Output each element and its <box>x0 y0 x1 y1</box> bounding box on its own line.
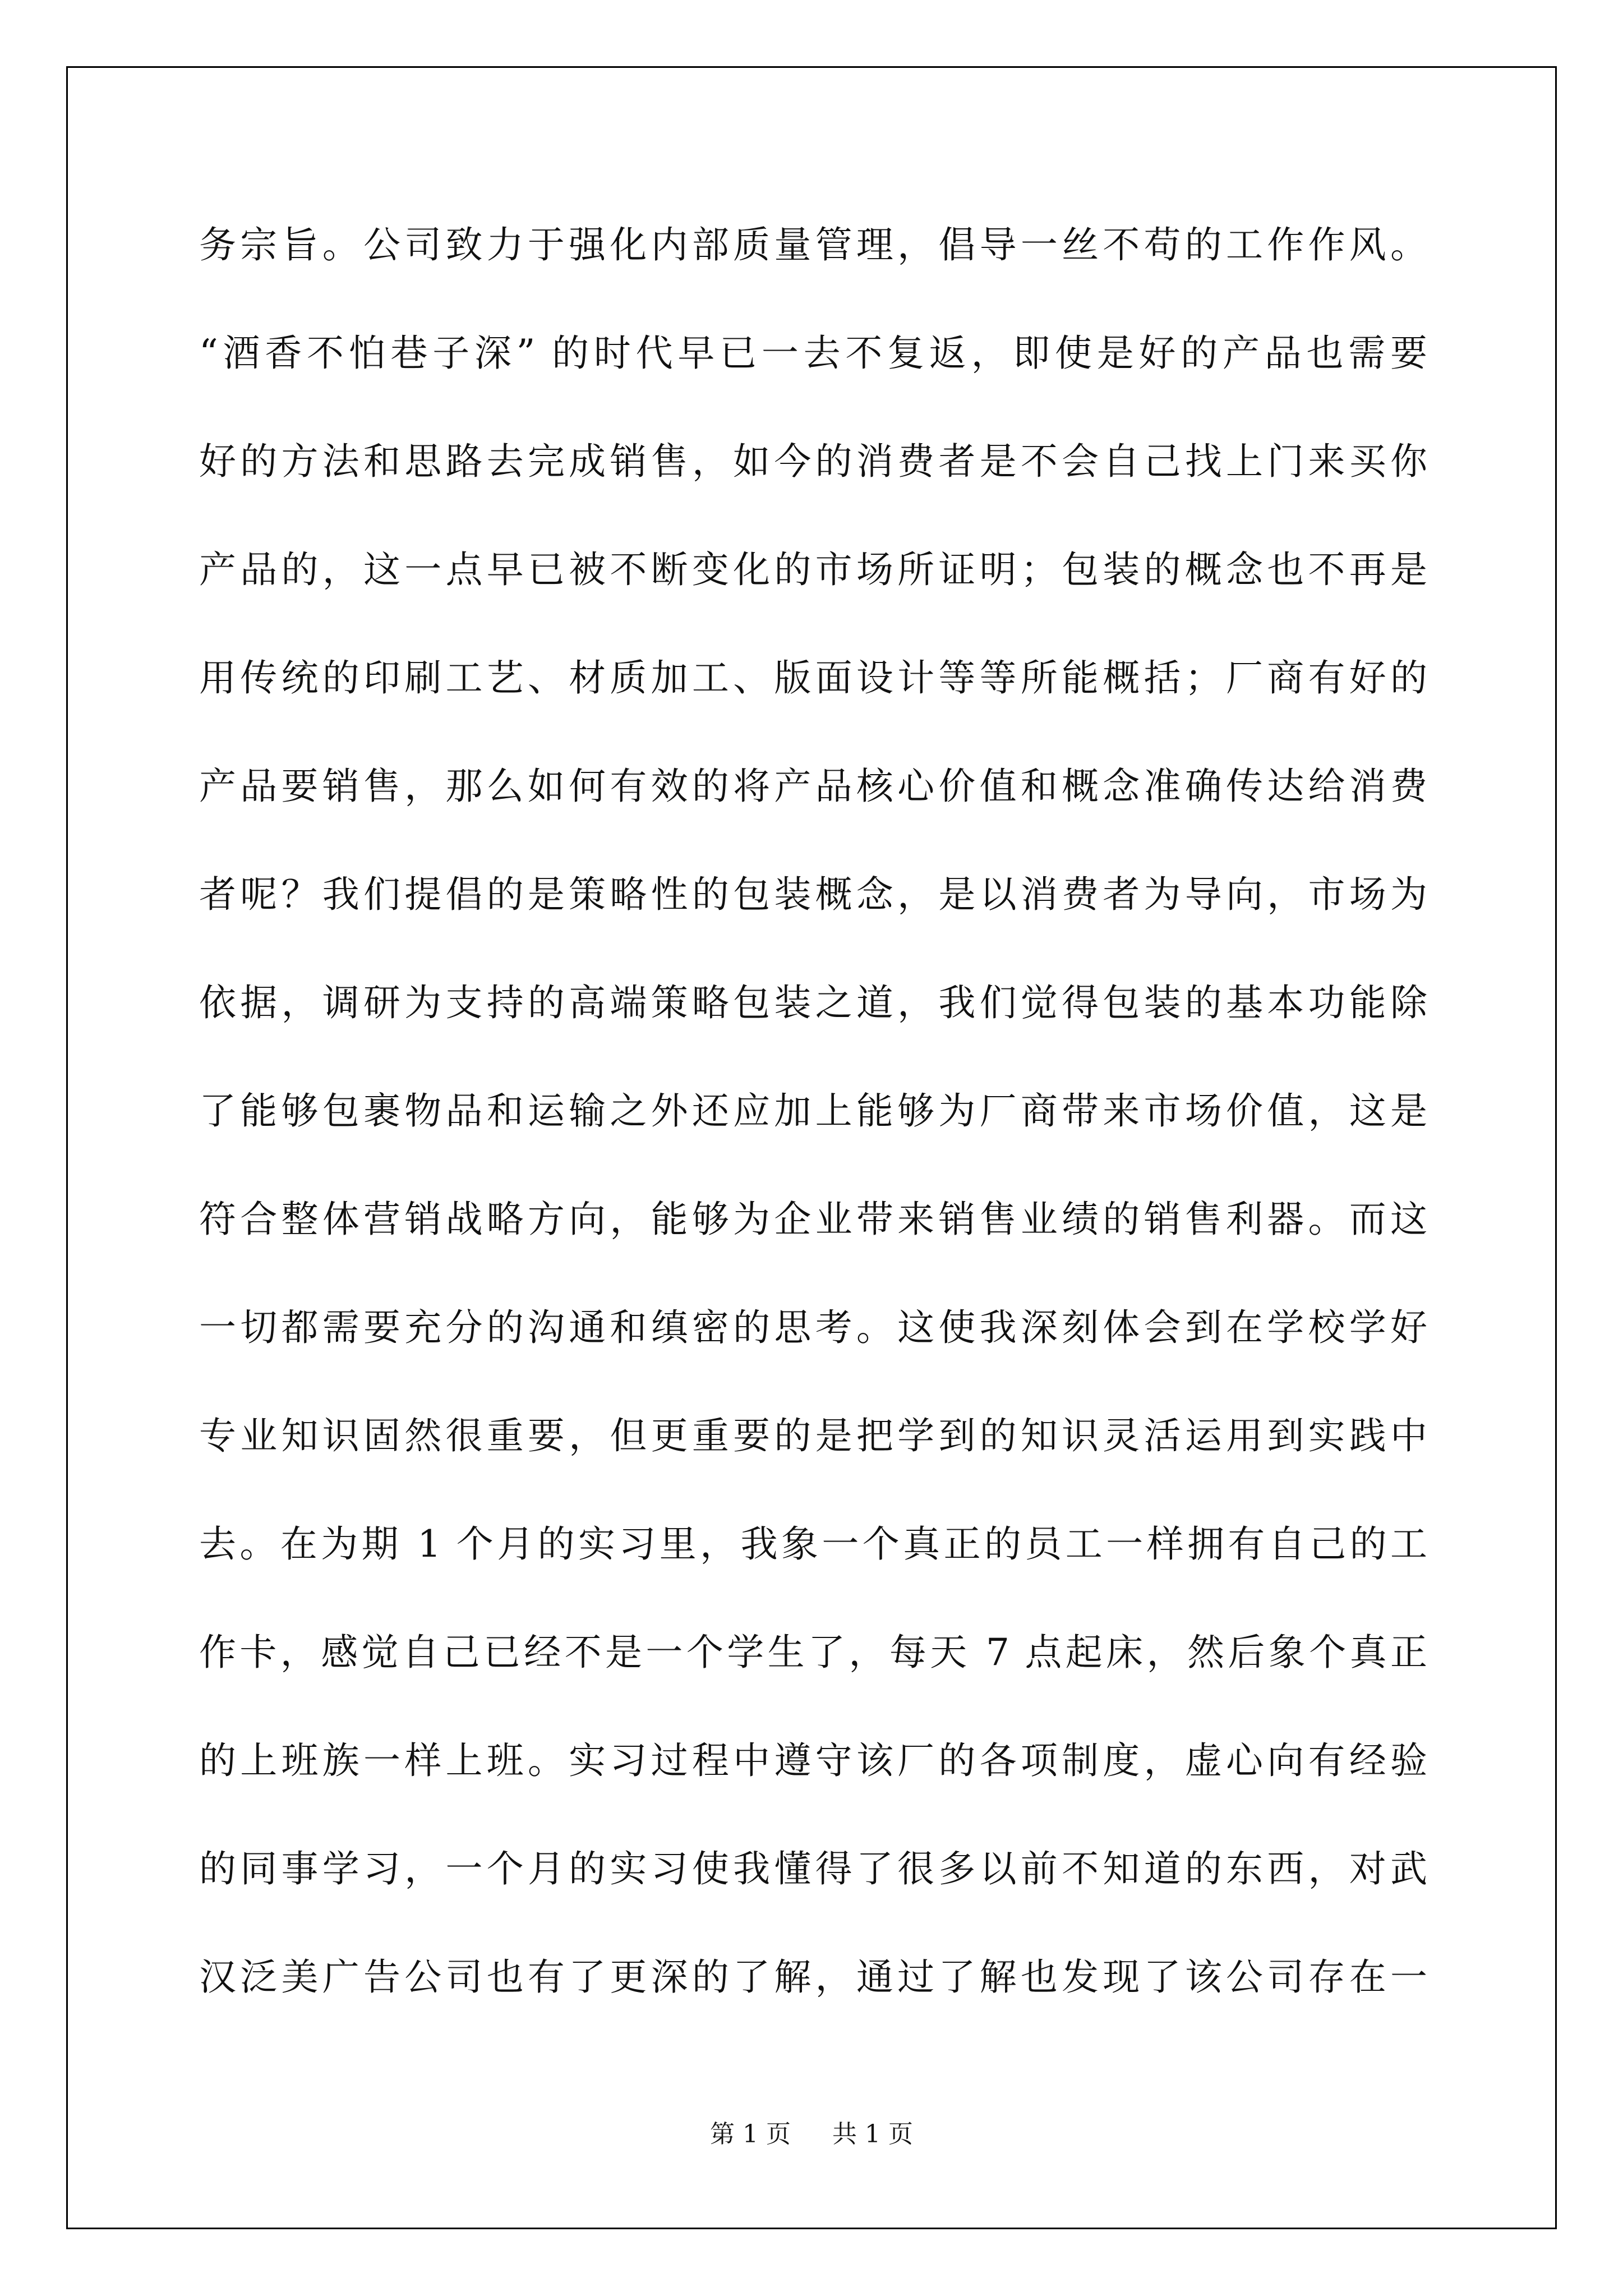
text-line: 作卡，感觉自己已经不是一个学生了，每天 7 点起床，然后象个真正 <box>199 1631 1427 1674</box>
document-body <box>199 191 1427 2031</box>
text-line: 专业知识固然很重要，但更重要的是把学到的知识灵活运用到实践中 <box>199 1414 1427 1457</box>
text-line: “酒香不怕巷子深” 的时代早已一去不复返，即使是好的产品也需要 <box>199 332 1427 375</box>
text-line: 依据，调研为支持的高端策略包装之道，我们觉得包装的基本功能除 <box>199 981 1427 1024</box>
text-line: 的同事学习，一个月的实习使我懂得了很多以前不知道的东西，对武 <box>199 1847 1427 1890</box>
page-footer <box>0 2114 1623 2150</box>
page-total: 共 1 页 <box>832 2120 913 2148</box>
text-line: 产品要销售，那么如何有效的将产品核心价值和概念准确传达给消费 <box>199 765 1427 808</box>
text-line: 产品的，这一点早已被不断变化的市场所证明；包装的概念也不再是 <box>199 548 1427 591</box>
text-line: 去。在为期 1 个月的实习里，我象一个真正的员工一样拥有自己的工 <box>199 1522 1427 1566</box>
text-line: 汉泛美广告公司也有了更深的了解，通过了解也发现了该公司存在一 <box>199 1955 1427 1999</box>
text-line: 用传统的印刷工艺、材质加工、版面设计等等所能概括；厂商有好的 <box>199 656 1427 700</box>
text-line: 好的方法和思路去完成销售，如今的消费者是不会自己找上门来买你 <box>199 440 1427 483</box>
text-line: 一切都需要充分的沟通和缜密的思考。这使我深刻体会到在学校学好 <box>199 1306 1427 1349</box>
text-line: 者呢？我们提倡的是策略性的包装概念，是以消费者为导向，市场为 <box>199 873 1427 916</box>
text-line: 了能够包裹物品和运输之外还应加上能够为厂商带来市场价值，这是 <box>199 1089 1427 1133</box>
text-line: 务宗旨。公司致力于强化内部质量管理，倡导一丝不苟的工作作风。 <box>199 223 1427 266</box>
text-line: 的上班族一样上班。实习过程中遵守该厂的各项制度，虚心向有经验 <box>199 1739 1427 1782</box>
text-line: 符合整体营销战略方向，能够为企业带来销售业绩的销售利器。而这 <box>199 1198 1427 1241</box>
page-number: 第 1 页 <box>710 2120 791 2148</box>
